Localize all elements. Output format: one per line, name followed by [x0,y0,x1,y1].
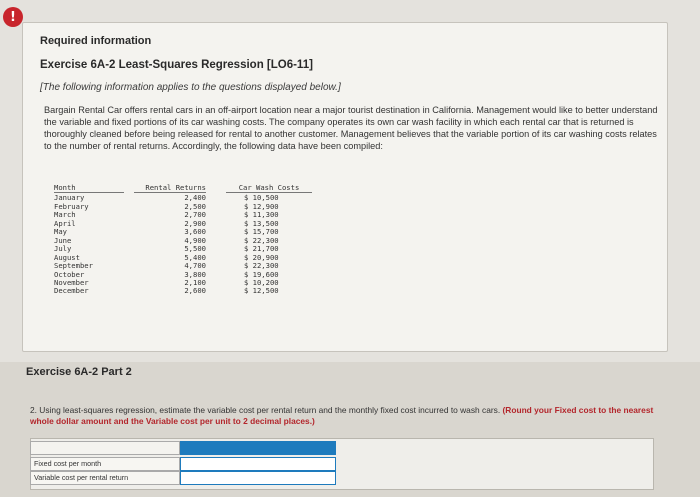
question-body: 2. Using least-squares regression, estimate the variable cost per rental return and the monthly fixed cost incurred to wash cars. [30,405,501,415]
car-wash-cost-cell: $ 15,700 [244,227,279,237]
car-wash-cost-cell: $ 10,500 [244,193,279,203]
car-wash-cost-cell: $ 20,900 [244,252,279,262]
month-cell: May [54,227,67,237]
question-text [30,405,670,426]
month-column [54,184,124,296]
car-wash-cost-cell: $ 13,500 [244,218,279,228]
month-cell: June [54,235,72,245]
rental-returns-cell: 2,900 [184,218,206,228]
month-cell: February [54,201,89,211]
month-header: Month [54,184,124,193]
month-cell: January [54,193,85,203]
car-wash-cost-cell: $ 19,600 [244,269,279,279]
answer-table-header [30,441,336,455]
info-note: [The following information applies to the questions displayed below.] [40,82,341,93]
variable-cost-input[interactable] [180,471,336,485]
month-cell: March [54,210,76,220]
car-wash-cost-cell: $ 12,500 [244,286,279,296]
rental-returns-cell: 2,600 [184,286,206,296]
car-wash-cost-cell: $ 22,300 [244,261,279,271]
month-cell: July [54,244,72,254]
rental-returns-cell: 3,600 [184,227,206,237]
rental-returns-column [134,184,206,296]
rental-returns-header: Rental Returns [134,184,206,193]
variable-cost-label: Variable cost per rental return [30,471,180,485]
car-wash-cost-cell: $ 11,300 [244,210,279,220]
rental-returns-cell: 2,400 [184,193,206,203]
rental-returns-cell: 3,800 [184,269,206,279]
rental-returns-cell: 4,900 [184,235,206,245]
rental-returns-cell: 4,700 [184,261,206,271]
answer-row-variable-cost [30,471,336,485]
car-wash-cost-cell: $ 12,900 [244,201,279,211]
problem-description: Bargain Rental Car offers rental cars in an off-airport location near a major tourist destination in California. Management would like to better understand the variable and fixed portions of its car washing costs. The company operates its own car wash facility in which each rental car that is returned is thoroughly cleaned before being released for rental to another customer. Management believes that the variable portion of its car washing costs relates to the number of rental returns. Accordingly, the following data have been compiled: [44,105,658,151]
answer-header-blank [30,441,180,455]
exercise-title: Exercise 6A-2 Least-Squares Regression [LO6-11] [40,59,313,71]
month-cell: September [54,261,93,271]
fixed-cost-label: Fixed cost per month [30,457,180,471]
month-cell: November [54,277,89,287]
car-wash-cost-cell: $ 22,300 [244,235,279,245]
rental-returns-cell: 2,700 [184,210,206,220]
part2-title: Exercise 6A-2 Part 2 [26,366,132,378]
car-wash-cost-cell: $ 21,700 [244,244,279,254]
car-wash-cost-cell: $ 10,200 [244,277,279,287]
month-cell: December [54,286,89,296]
rental-returns-cell: 5,500 [184,244,206,254]
rental-returns-cell: 2,100 [184,277,206,287]
car-wash-costs-header: Car Wash Costs [226,184,312,193]
rental-returns-cell: 5,400 [184,252,206,262]
month-cell: August [54,252,80,262]
answer-header-accent [180,441,336,455]
rounding-instruction: (Round your Fixed cost to the nearest whole dollar amount and the Variable cost per unit to 2 decimal places.) [30,405,654,426]
month-cell: October [54,269,85,279]
fixed-cost-input[interactable] [180,457,336,471]
month-cell: April [54,218,76,228]
rental-returns-cell: 2,500 [184,201,206,211]
car-wash-costs-column [226,184,312,296]
required-information-heading: Required information [40,35,152,47]
alert-icon: ! [3,7,23,27]
answer-row-fixed-cost [30,457,336,471]
